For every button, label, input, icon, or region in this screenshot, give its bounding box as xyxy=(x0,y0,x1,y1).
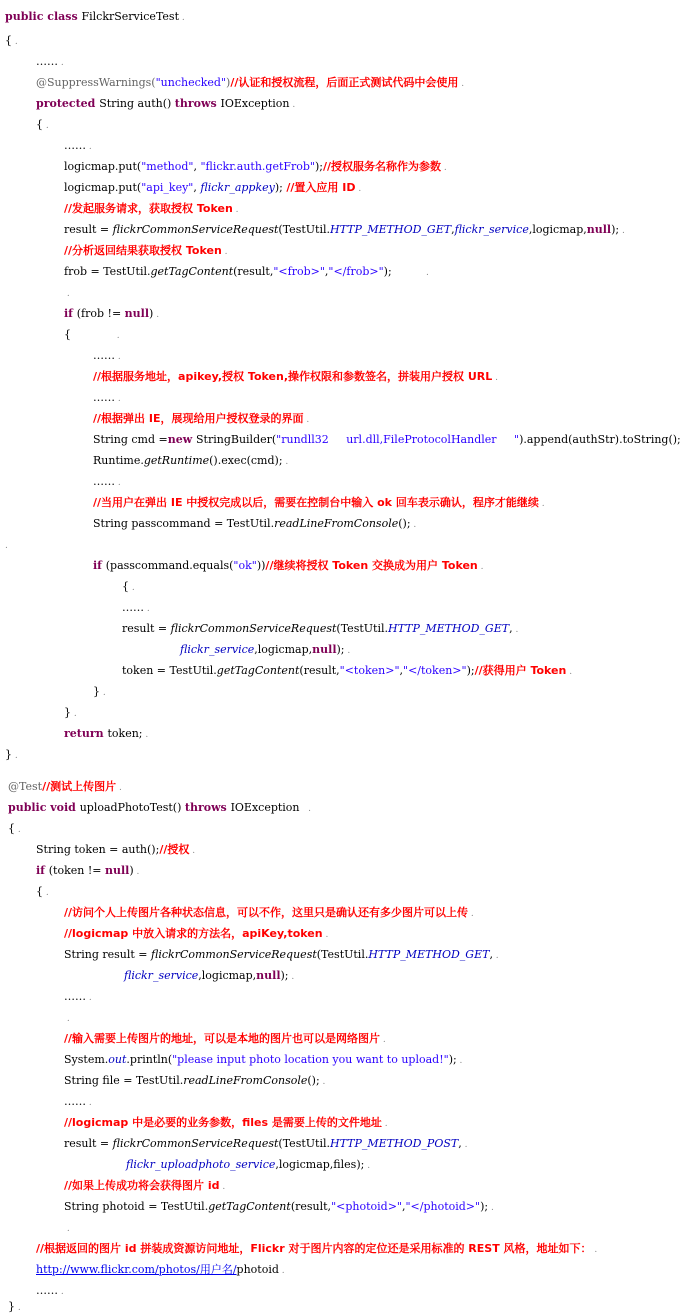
code-line xyxy=(64,1116,388,1130)
code-comment: //如果上传成功将会获得图片 id xyxy=(64,1179,220,1192)
code-token: String file = TestUtil. xyxy=(64,1074,184,1087)
code-line xyxy=(124,969,294,983)
paragraph-mark: . xyxy=(64,1224,70,1234)
code-token: getTagContent xyxy=(216,664,300,677)
paragraph-mark: . xyxy=(319,1077,326,1087)
code-line xyxy=(5,538,8,552)
paragraph-mark: . xyxy=(461,1140,468,1150)
paragraph-mark: . xyxy=(410,520,417,530)
code-token: String passcommand = TestUtil. xyxy=(93,517,275,530)
code-line xyxy=(122,601,150,615)
code-keyword: protected xyxy=(36,97,100,110)
code-token: flickr_uploadphoto_service xyxy=(126,1158,276,1171)
code-line xyxy=(36,885,49,899)
code-token: , xyxy=(193,181,201,194)
code-token: } xyxy=(5,748,12,761)
code-token: result = xyxy=(64,1137,113,1150)
paragraph-mark: . xyxy=(355,184,362,194)
code-token: (TestUtil. xyxy=(278,1137,330,1150)
paragraph-mark: . xyxy=(133,867,140,877)
paragraph-mark: . xyxy=(468,909,474,919)
paragraph-mark: . xyxy=(189,846,196,856)
code-line xyxy=(93,391,121,405)
code-comment: //获得用户 Token xyxy=(474,664,567,677)
paragraph-mark: . xyxy=(591,1245,598,1255)
code-token: (TestUtil. xyxy=(316,948,369,961)
code-token: …… xyxy=(64,1095,86,1108)
code-line xyxy=(64,286,70,300)
code-comment: //根据弹出 IE，展现给用户授权登录的界面 xyxy=(93,412,304,425)
paragraph-mark: . xyxy=(492,951,499,961)
code-token: } xyxy=(93,685,100,698)
paragraph-mark: . xyxy=(278,1266,285,1276)
code-token: ); xyxy=(480,1200,489,1213)
code-string: "<frob>" xyxy=(273,265,325,278)
code-token: …… xyxy=(36,1284,58,1297)
code-token: String cmd = xyxy=(93,433,168,446)
code-line xyxy=(122,664,572,678)
paragraph-mark: . xyxy=(86,1098,92,1108)
paragraph-mark: . xyxy=(142,730,149,740)
code-token: flickrCommonServiceRequest xyxy=(170,622,337,635)
code-string: "api_key" xyxy=(141,181,194,194)
paragraph-mark: . xyxy=(100,688,106,698)
code-line xyxy=(64,307,159,321)
paragraph-mark: . xyxy=(566,667,573,677)
code-line xyxy=(93,475,121,489)
code-line xyxy=(8,1300,21,1314)
code-token: logicmap.put( xyxy=(64,181,142,194)
paragraph-mark: . xyxy=(144,604,150,614)
code-comment: //发起服务请求，获取授权 Token xyxy=(64,202,233,215)
code-token: flickrCommonServiceRequest xyxy=(112,1137,279,1150)
code-token: Runtime. xyxy=(93,454,144,467)
code-line xyxy=(36,843,195,857)
paragraph-mark: . xyxy=(381,1119,388,1129)
code-line xyxy=(36,1284,64,1298)
code-token: getRuntime xyxy=(143,454,210,467)
paragraph-mark: . xyxy=(64,1014,70,1024)
paragraph-mark: . xyxy=(15,1303,21,1313)
code-line xyxy=(64,1200,494,1214)
code-token: , xyxy=(509,622,513,635)
code-keyword: if xyxy=(36,864,49,877)
code-line xyxy=(8,780,122,794)
code-line xyxy=(64,948,499,962)
code-keyword: null xyxy=(104,864,130,877)
paragraph-mark: . xyxy=(153,310,160,320)
code-token: flickrCommonServiceRequest xyxy=(151,948,317,961)
code-token: flickr_service xyxy=(124,969,199,982)
paragraph-mark: . xyxy=(477,562,484,572)
code-token: { xyxy=(8,822,15,835)
code-token: , xyxy=(193,160,201,173)
code-line xyxy=(93,685,106,699)
code-keyword: if xyxy=(64,307,77,320)
code-line xyxy=(122,580,135,594)
paragraph-mark: . xyxy=(5,541,8,551)
code-keyword: public void xyxy=(8,801,80,814)
code-token: (passcommand.equals( xyxy=(105,559,234,572)
paragraph-mark: . xyxy=(322,930,329,940)
code-token: , xyxy=(401,1200,406,1213)
paragraph-mark: . xyxy=(115,352,121,362)
code-token: { xyxy=(5,34,12,47)
paragraph-mark: . xyxy=(71,331,120,341)
code-line xyxy=(5,10,185,24)
code-token: HTTP_METHOD_GET xyxy=(329,223,452,236)
code-comment: //根据返回的图片 id 拼装成资源访问地址，Flickr 对于图片内容的定位还是采用标准的 REST 风格，地址如下： xyxy=(36,1242,592,1255)
paragraph-mark: . xyxy=(391,268,429,278)
paragraph-mark: . xyxy=(458,79,465,89)
code-token: (TestUtil. xyxy=(336,622,388,635)
code-line xyxy=(36,1263,285,1277)
code-line xyxy=(64,1011,70,1025)
code-token: { xyxy=(36,885,43,898)
code-keyword: return xyxy=(64,727,108,740)
code-keyword: null xyxy=(256,969,281,982)
paragraph-mark: . xyxy=(86,142,92,152)
code-line xyxy=(64,160,447,174)
code-token: …… xyxy=(93,349,115,362)
code-line xyxy=(64,1053,462,1067)
code-token: frob = TestUtil. xyxy=(64,265,151,278)
code-line xyxy=(93,349,121,363)
code-token: String result = xyxy=(64,948,152,961)
code-token: System. xyxy=(64,1053,109,1066)
code-string: "please input photo location you want to upload!" xyxy=(172,1053,449,1066)
code-string: "</token>" xyxy=(403,664,467,677)
code-keyword: null xyxy=(124,307,150,320)
code-token: (result, xyxy=(290,1200,332,1213)
code-line xyxy=(64,244,228,258)
code-comment: //授权服务名称作为参数 xyxy=(323,160,442,173)
code-comment: //输入需要上传图片的地址，可以是本地的图片也可以是网络图片 xyxy=(64,1032,381,1045)
code-token: HTTP_METHOD_GET xyxy=(368,948,490,961)
code-token: { xyxy=(36,118,43,131)
code-token: …… xyxy=(64,139,86,152)
code-token: (); xyxy=(398,517,411,530)
paragraph-mark: . xyxy=(492,373,498,383)
code-string: "unchecked" xyxy=(155,76,227,89)
code-token: HTTP_METHOD_POST xyxy=(329,1137,459,1150)
paragraph-mark: . xyxy=(15,825,21,835)
paragraph-mark: . xyxy=(364,1161,371,1171)
code-token: flickr_service xyxy=(454,223,529,236)
code-token: getTagContent xyxy=(150,265,234,278)
code-token: { xyxy=(64,328,71,341)
code-token: (frob != xyxy=(76,307,125,320)
code-token: result = xyxy=(122,622,171,635)
code-line xyxy=(64,202,239,216)
code-line xyxy=(64,1221,70,1235)
code-keyword: throws xyxy=(184,801,231,814)
code-token: String auth() xyxy=(99,97,175,110)
code-comment: //置入应用 ID xyxy=(286,181,356,194)
code-comment: //测试上传图片 xyxy=(42,780,117,793)
code-token: token; xyxy=(107,727,143,740)
code-string: "</photoid>" xyxy=(405,1200,481,1213)
code-line xyxy=(5,748,18,762)
code-line xyxy=(93,454,288,468)
code-token: StringBuilder( xyxy=(196,433,277,446)
paragraph-mark: . xyxy=(64,289,70,299)
code-line xyxy=(64,706,77,720)
code-token: (result, xyxy=(233,265,274,278)
code-token: ) xyxy=(149,307,154,320)
paragraph-mark: . xyxy=(43,121,49,131)
code-line xyxy=(36,55,64,69)
code-token: String token = auth(); xyxy=(36,843,160,856)
paragraph-mark: . xyxy=(299,804,311,814)
code-token: ,logicmap, xyxy=(198,969,257,982)
code-token: } xyxy=(8,1300,15,1313)
code-line xyxy=(122,622,518,636)
code-token: token = TestUtil. xyxy=(122,664,217,677)
code-line xyxy=(36,97,295,111)
code-line xyxy=(180,643,350,657)
code-token: …… xyxy=(93,475,115,488)
code-comment: //logicmap 中放入请求的方法名，apiKey,token xyxy=(64,927,323,940)
code-token: } xyxy=(64,706,71,719)
code-line xyxy=(64,727,148,741)
code-comment: //根据服务地址，apikey,授权 Token,操作权限和参数签名，拼装用户授权 URL xyxy=(93,370,493,383)
code-comment: //当用户在弹出 IE 中授权完成以后，需要在控制台中输入 ok 回车表示确认，程序才能继续 xyxy=(93,496,539,509)
code-token: ,logicmap, xyxy=(528,223,587,236)
code-token: , xyxy=(399,664,404,677)
code-line xyxy=(64,1095,92,1109)
code-token: , xyxy=(324,265,329,278)
code-line xyxy=(93,412,309,426)
paragraph-mark: . xyxy=(289,100,296,110)
code-keyword: null xyxy=(586,223,612,236)
code-token: uploadPhotoTest() xyxy=(79,801,185,814)
paragraph-mark: . xyxy=(538,499,545,509)
paragraph-mark: . xyxy=(115,394,121,404)
code-token: ); xyxy=(611,223,620,236)
code-annotation: @SuppressWarnings( xyxy=(36,76,156,89)
code-token: ) xyxy=(129,864,134,877)
paragraph-mark: . xyxy=(282,457,289,467)
code-token: out xyxy=(108,1053,127,1066)
code-line xyxy=(64,1032,386,1046)
code-annotation: @Test xyxy=(8,780,43,793)
paragraph-mark: . xyxy=(129,583,135,593)
code-token: logicmap.put( xyxy=(64,160,142,173)
code-token: photoid xyxy=(236,1263,279,1276)
paragraph-mark: . xyxy=(456,1056,463,1066)
code-token: readLineFromConsole xyxy=(274,517,399,530)
code-line xyxy=(64,1179,225,1193)
paragraph-mark: . xyxy=(219,1182,226,1192)
paragraph-mark: . xyxy=(441,163,447,173)
code-token: , xyxy=(458,1137,462,1150)
code-line xyxy=(64,906,474,920)
code-token: ); xyxy=(383,265,392,278)
code-line xyxy=(93,496,545,510)
paragraph-mark: . xyxy=(512,625,519,635)
code-string: "ok" xyxy=(233,559,257,572)
paragraph-mark: . xyxy=(221,247,228,257)
paragraph-mark: . xyxy=(303,415,310,425)
code-token: ,logicmap,files); xyxy=(275,1158,365,1171)
code-line xyxy=(36,1242,597,1256)
code-token: ); xyxy=(466,664,475,677)
code-token: (result, xyxy=(299,664,340,677)
code-line xyxy=(64,328,120,342)
code-token: getTagContent xyxy=(208,1200,291,1213)
code-line xyxy=(64,223,625,237)
code-line xyxy=(8,822,21,836)
code-keyword: if xyxy=(93,559,106,572)
code-comment: //认证和授权流程，后面正式测试代码中会使用 xyxy=(230,76,459,89)
paragraph-mark: . xyxy=(619,226,625,236)
paragraph-mark: . xyxy=(58,58,64,68)
code-token: String photoid = TestUtil. xyxy=(64,1200,209,1213)
code-line xyxy=(8,801,311,815)
code-line xyxy=(64,181,361,195)
code-token: ); xyxy=(280,969,289,982)
paragraph-mark: . xyxy=(232,205,239,215)
paragraph-mark: . xyxy=(115,478,121,488)
code-token: (token != xyxy=(48,864,105,877)
code-token: , xyxy=(489,948,493,961)
paragraph-mark: . xyxy=(488,1203,494,1213)
code-token: ().exec(cmd); xyxy=(209,454,283,467)
code-line xyxy=(93,370,498,384)
paragraph-mark: . xyxy=(380,1035,386,1045)
paragraph-mark: . xyxy=(71,709,77,719)
code-string: "<token>" xyxy=(339,664,400,677)
code-line xyxy=(64,265,429,279)
paragraph-mark: . xyxy=(86,993,92,1003)
code-token: FilckrServiceTest xyxy=(81,10,180,23)
code-line xyxy=(64,927,328,941)
code-token: (TestUtil. xyxy=(278,223,330,236)
code-token: readLineFromConsole xyxy=(183,1074,308,1087)
code-token: …… xyxy=(36,55,58,68)
code-token: result = xyxy=(64,223,113,236)
code-line xyxy=(5,34,18,48)
code-line xyxy=(93,517,416,531)
code-token: …… xyxy=(93,391,115,404)
code-line xyxy=(36,76,464,90)
paragraph-mark: . xyxy=(43,888,49,898)
code-line xyxy=(93,559,484,573)
code-token: flickrCommonServiceRequest xyxy=(112,223,279,236)
code-keyword: new xyxy=(167,433,196,446)
code-token: IOException xyxy=(230,801,300,814)
code-keyword: public class xyxy=(5,10,82,23)
code-token: HTTP_METHOD_GET xyxy=(387,622,510,635)
code-token: ); xyxy=(336,643,345,656)
code-token: ).append(authStr).toString(); xyxy=(519,433,681,446)
code-token: IOException xyxy=(220,97,290,110)
code-token: .println( xyxy=(126,1053,173,1066)
code-line xyxy=(64,139,92,153)
code-keyword: null xyxy=(312,643,337,656)
code-token: { xyxy=(122,580,129,593)
code-annotation: ) xyxy=(226,76,231,89)
code-string: "flickr.auth.getFrob" xyxy=(200,160,315,173)
code-comment: //logicmap 中是必要的业务参数，files 是需要上传的文件地址 xyxy=(64,1116,382,1129)
paragraph-mark: . xyxy=(116,783,122,793)
code-string: "rundll32 url.dll,FileProtocolHandler " xyxy=(276,433,520,446)
paragraph-mark: . xyxy=(12,37,18,47)
paragraph-mark: . xyxy=(58,1287,64,1297)
paragraph-mark: . xyxy=(344,646,351,656)
code-line xyxy=(93,433,681,447)
code-line xyxy=(36,864,139,878)
code-token: )) xyxy=(256,559,266,572)
code-comment: //访问个人上传图片各种状态信息，可以不作，这里只是确认还有多少图片可以上传 xyxy=(64,906,469,919)
paragraph-mark: . xyxy=(288,972,295,982)
code-string: "method" xyxy=(141,160,194,173)
code-comment: //分析返回结果获取授权 Token xyxy=(64,244,222,257)
code-token: ); xyxy=(274,181,287,194)
code-line xyxy=(64,1137,467,1151)
code-line xyxy=(126,1158,370,1172)
code-string: "</frob>" xyxy=(328,265,384,278)
code-comment: //授权 xyxy=(159,843,190,856)
code-token: …… xyxy=(122,601,144,614)
url-link[interactable]: http://www.flickr.com/photos/用户名/ xyxy=(36,1263,237,1276)
code-token: flickr_appkey xyxy=(200,181,275,194)
code-line xyxy=(36,118,49,132)
code-comment: //继续将授权 Token 交换成为用户 Token xyxy=(265,559,478,572)
code-token: ,logicmap, xyxy=(254,643,313,656)
code-token: ); xyxy=(448,1053,457,1066)
code-token: , xyxy=(451,223,455,236)
code-line xyxy=(64,1074,325,1088)
paragraph-mark: . xyxy=(179,13,185,23)
code-line xyxy=(64,990,92,1004)
code-string: "<photoid>" xyxy=(331,1200,402,1213)
code-token: (); xyxy=(307,1074,320,1087)
code-token: ); xyxy=(315,160,323,173)
code-keyword: throws xyxy=(174,97,221,110)
code-token: flickr_service xyxy=(180,643,255,656)
paragraph-mark: . xyxy=(12,751,18,761)
code-token: …… xyxy=(64,990,86,1003)
